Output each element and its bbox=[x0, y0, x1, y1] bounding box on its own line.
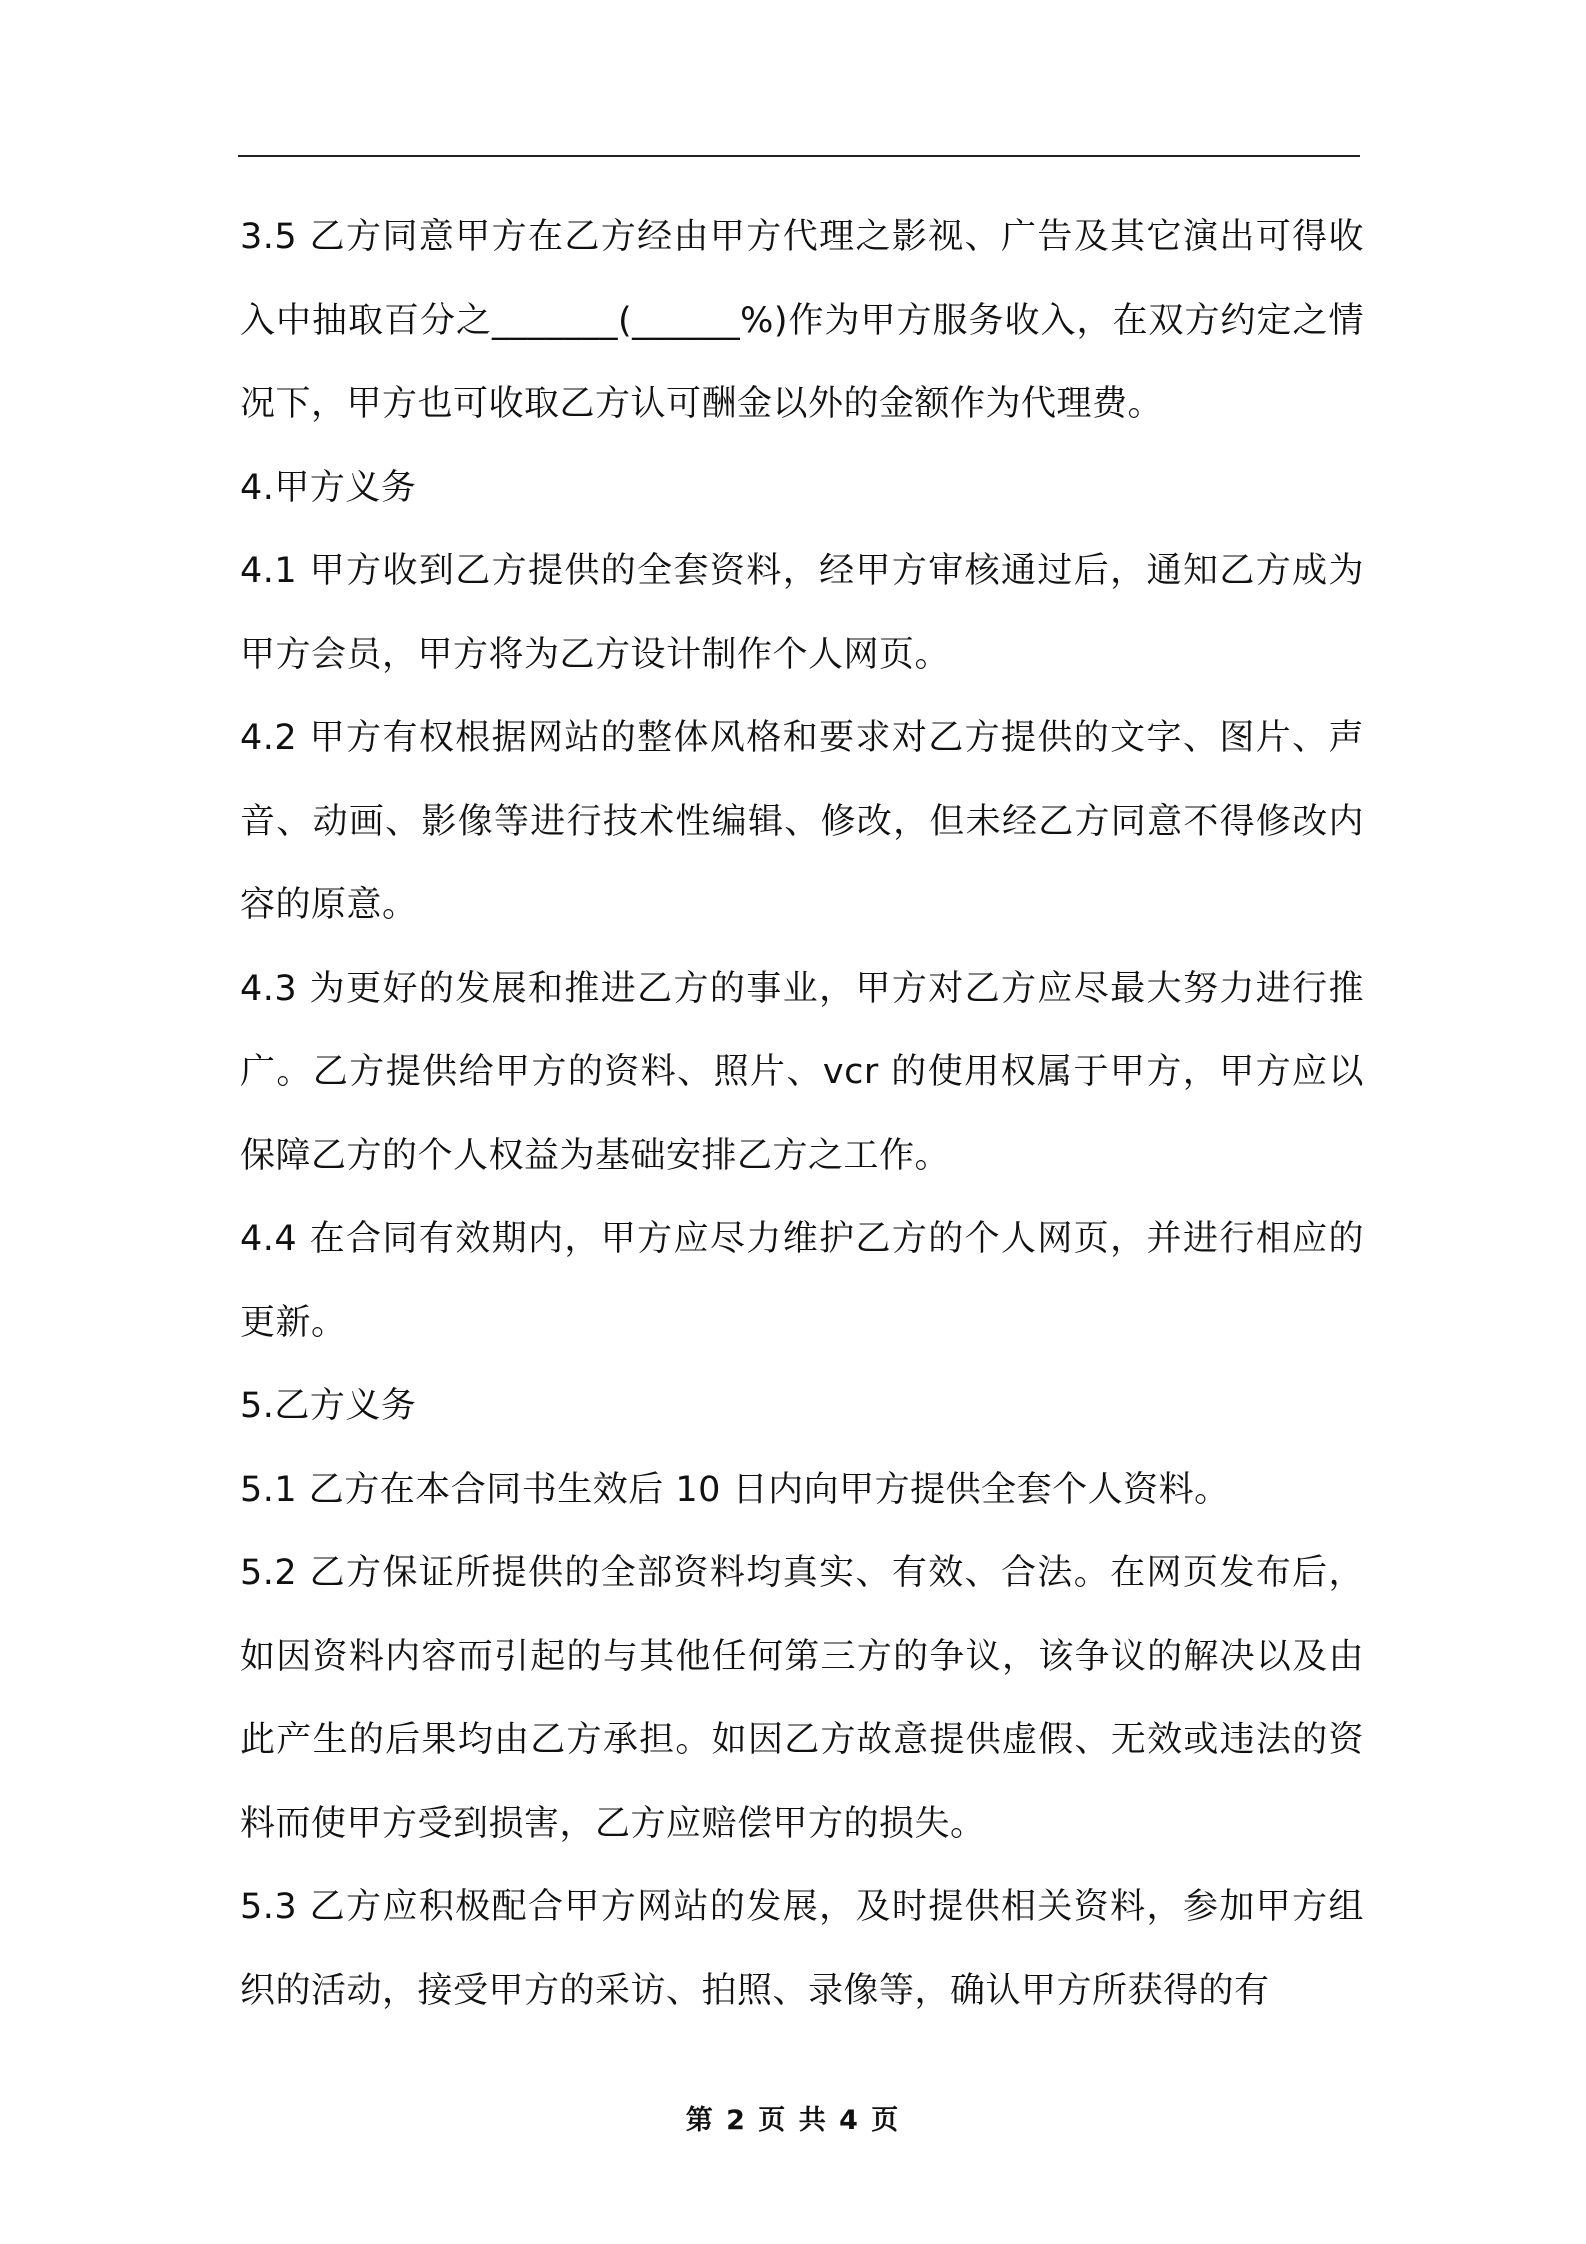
section-heading-party-b-obligations: 5.乙方义务 bbox=[240, 1386, 417, 1426]
page-number-footer: 第 2 页 共 4 页 bbox=[685, 2105, 901, 2136]
clause-5-2: 5.2 乙方保证所提供的全部资料均真实、有效、合法。在网页发布后，如因资料内容而引起的与其他任何第三方的争议，该争议的解决以及由此产生的后果均由乙方承担。如因乙方故意提供虚假、无效或违法的资料而使甲方受到损害，乙方应赔偿甲方的损失。 bbox=[240, 1553, 1364, 1844]
clause-4-3: 4.3 为更好的发展和推进乙方的事业，甲方对乙方应尽最大努力进行推广。乙方提供给甲方的资料、照片、vcr 的使用权属于甲方，甲方应以保障乙方的个人权益为基础安排乙方之工作。 bbox=[240, 968, 1364, 1176]
clause-4-1: 4.1 甲方收到乙方提供的全套资料，经甲方审核通过后，通知乙方成为甲方会员，甲方将为乙方设计制作个人网页。 bbox=[240, 551, 1364, 675]
clause-5-3: 5.3 乙方应积极配合甲方网站的发展，及时提供相关资料，参加甲方组织的活动，接受甲方的采访、拍照、录像等，确认甲方所获得的有 bbox=[240, 1887, 1364, 2011]
clause-4-4: 4.4 在合同有效期内，甲方应尽力维护乙方的个人网页，并进行相应的更新。 bbox=[240, 1219, 1364, 1343]
document-body bbox=[240, 196, 1364, 2033]
clause-5-1: 5.1 乙方在本合同书生效后 10 日内向甲方提供全套个人资料。 bbox=[240, 1469, 1230, 1510]
section-heading-party-a-obligations: 4.甲方义务 bbox=[240, 467, 417, 508]
clause-3-5: 3.5 乙方同意甲方在乙方经由甲方代理之影视、广告及其它演出可得收入中抽取百分之_______(______%)作为甲方服务收入，在双方约定之情况下，甲方也可收取乙方认可酬金以外的金额作为代理费。 bbox=[240, 217, 1364, 424]
clause-4-2: 4.2 甲方有权根据网站的整体风格和要求对乙方提供的文字、图片、声音、动画、影像等进行技术性编辑、修改，但未经乙方同意不得修改内容的原意。 bbox=[240, 718, 1364, 925]
header-rule bbox=[238, 155, 1360, 157]
